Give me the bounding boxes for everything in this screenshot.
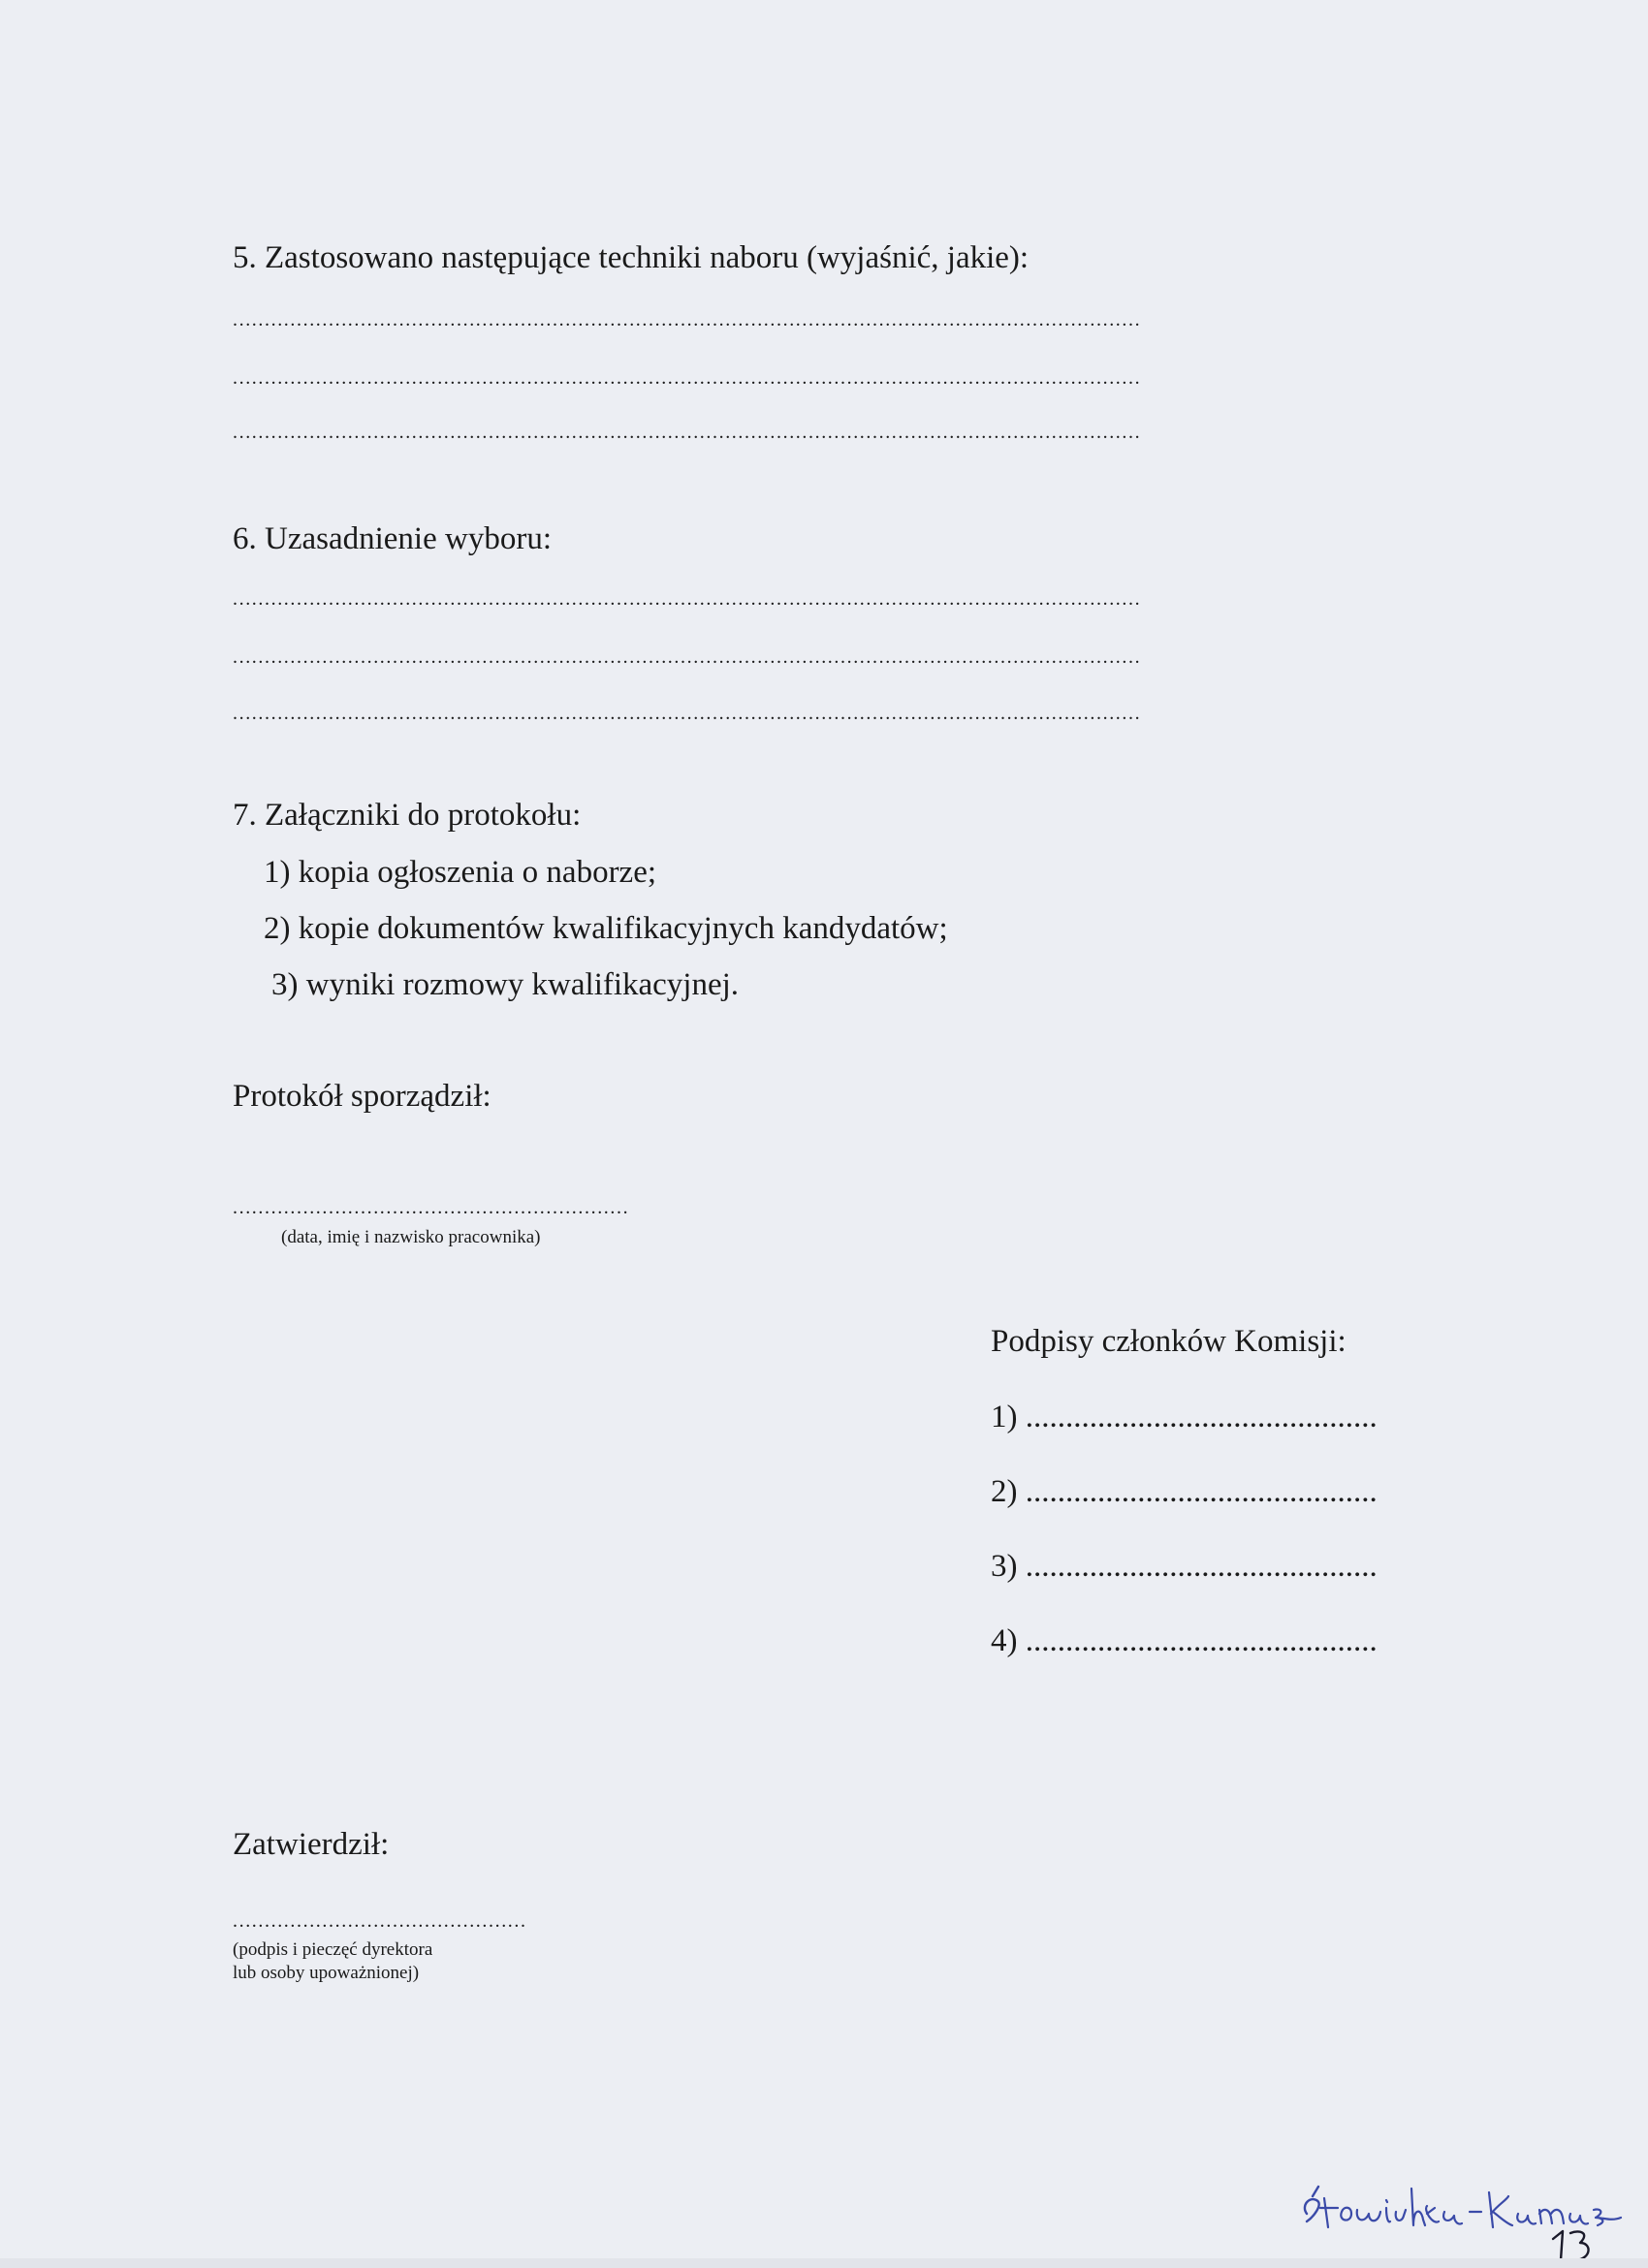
section-6-blank-line-3: .............................................................................................................................................. (233, 704, 1142, 723)
attachment-item-3: 3) wyniki rozmowy kwalifikacyjnej. (271, 967, 740, 1002)
commission-signature-line-4: 4) ............................................ (991, 1623, 1378, 1658)
prepared-by-signature-line: .............................................................. (233, 1198, 630, 1217)
section-5-blank-line-1: .............................................................................................................................................. (233, 310, 1142, 330)
section-5-heading: 5. Zastosowano następujące techniki naboru (wyjaśnić, jakie): (233, 240, 1030, 275)
section-6-heading: 6. Uzasadnienie wyboru: (233, 521, 552, 556)
approved-by-label: Zatwierdził: (233, 1827, 390, 1862)
commission-signature-line-2: 2) ............................................ (991, 1474, 1378, 1509)
section-5-blank-line-2: .............................................................................................................................................. (233, 368, 1142, 388)
approved-by-caption-line-2: lub osoby upoważnionej) (233, 1963, 420, 1983)
prepared-by-label: Protokół sporządził: (233, 1079, 491, 1114)
section-6-blank-line-2: .............................................................................................................................................. (233, 647, 1142, 667)
section-7-heading: 7. Załączniki do protokołu: (233, 798, 582, 833)
prepared-by-caption: (data, imię i nazwisko pracownika) (281, 1227, 541, 1247)
attachment-item-1: 1) kopia ogłoszenia o naborze; (264, 855, 657, 890)
commission-signature-line-3: 3) ............................................ (991, 1549, 1378, 1584)
commission-signatures-label: Podpisy członków Komisji: (991, 1324, 1347, 1359)
page-bottom-edge (0, 2258, 1648, 2268)
section-6-blank-line-1: .............................................................................................................................................. (233, 589, 1142, 609)
attachment-item-2: 2) kopie dokumentów kwalifikacyjnych kandydatów; (264, 911, 948, 946)
commission-signature-line-1: 1) ............................................ (991, 1400, 1378, 1434)
section-5-blank-line-3: .............................................................................................................................................. (233, 423, 1142, 442)
approved-by-signature-line: .............................................. (233, 1911, 527, 1931)
approved-by-caption-line-1: (podpis i pieczęć dyrektora (233, 1939, 433, 1960)
